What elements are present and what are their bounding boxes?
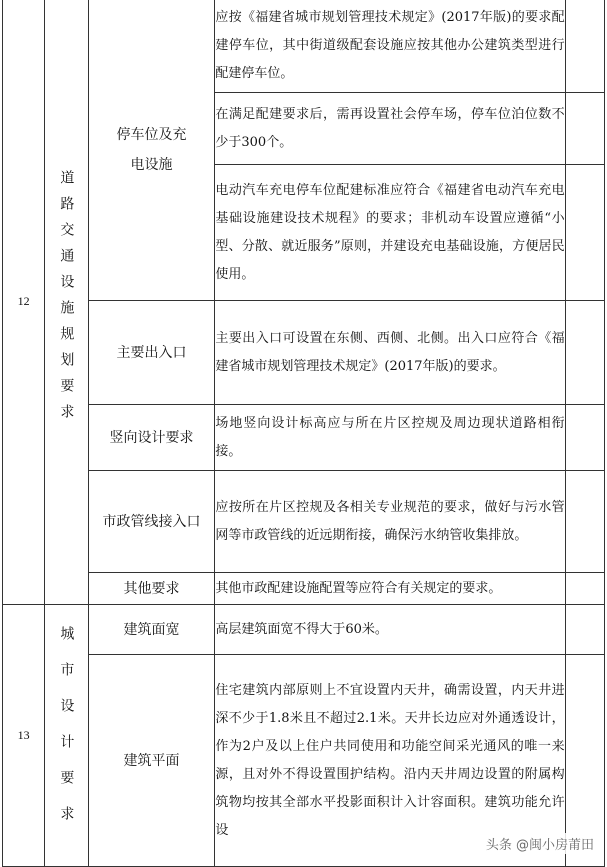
requirement-parking-2: 在满足配建要求后，需再设置社会停车场，停车位泊位数不少于300个。 [215,93,565,165]
remarks-cell [565,471,604,573]
item-main-entrance: 主要出入口 [88,301,215,405]
requirement-parking-3: 电动汽车充电停车位配建标准应符合《福建省电动汽车充电基础设施建设技术规程》的要求；非机动车设置应遵循“小型、分散、就近服务”原则，并建设充电基础设施，方便居民使用。 [215,165,565,301]
category-road-traffic: 道路交通设施规划要求 [45,0,88,605]
requirement-other: 其他市政配建设施配置等应符合有关规定的要求。 [215,573,565,605]
watermark: 头条 @闽小房莆田 [483,833,597,854]
table-row [3,301,605,405]
remarks-cell [565,93,604,165]
requirement-vertical-design: 场地竖向设计标高应与所在片区控规及周边现状道路相衔接。 [215,405,565,471]
requirement-main-entrance: 主要出入口可设置在东侧、西侧、北侧。出入口应符合《福建省城市规划管理技术规定》(2017年版)的要求。 [215,301,565,405]
remarks-cell [565,405,604,471]
row-number-12: 12 [3,0,45,605]
item-municipal-pipeline: 市政管线接入口 [88,471,215,573]
requirement-municipal-pipeline: 应按所在片区控规及各相关专业规范的要求，做好与污水管网等市政管线的近远期衔接，确保污水纳管收集排放。 [215,471,565,573]
planning-requirements-table [2,0,605,867]
remarks-cell [565,301,604,405]
item-vertical-design: 竖向设计要求 [88,405,215,471]
table-row [3,405,605,471]
item-parking-charging: 停车位及充电设施 [88,0,215,301]
remarks-cell [565,605,604,655]
item-other-requirements: 其他要求 [88,573,215,605]
item-building-width: 建筑面宽 [88,605,215,655]
remarks-cell [565,573,604,605]
table-row [3,573,605,605]
remarks-cell [565,165,604,301]
requirement-parking-1: 应按《福建省城市规划管理技术规定》(2017年版)的要求配建停车位，其中街道级配套设施应按其他办公建筑类型进行配建停车位。 [215,0,565,93]
requirement-building-width: 高层建筑面宽不得大于60米。 [215,605,565,655]
table-row [3,0,605,93]
row-number-13: 13 [3,605,45,867]
requirement-building-plan: 住宅建筑内部原则上不宜设置内天井，确需设置，内天井进深不少于1.8米且不超过2.1米。天井长边应对外通透设计，作为2户及以上住户共同使用和功能空间采光通风的唯一来源，且对外不得设置围护结构。沿内天井周边设置的附属构筑物均按其全部水平投影面积计入计容面积。建筑功能允许设 [215,655,565,867]
table-row [3,471,605,573]
table-row [3,605,605,655]
category-urban-design: 城市设计要求 [45,605,88,867]
remarks-cell [565,0,604,93]
item-building-plan: 建筑平面 [88,655,215,867]
